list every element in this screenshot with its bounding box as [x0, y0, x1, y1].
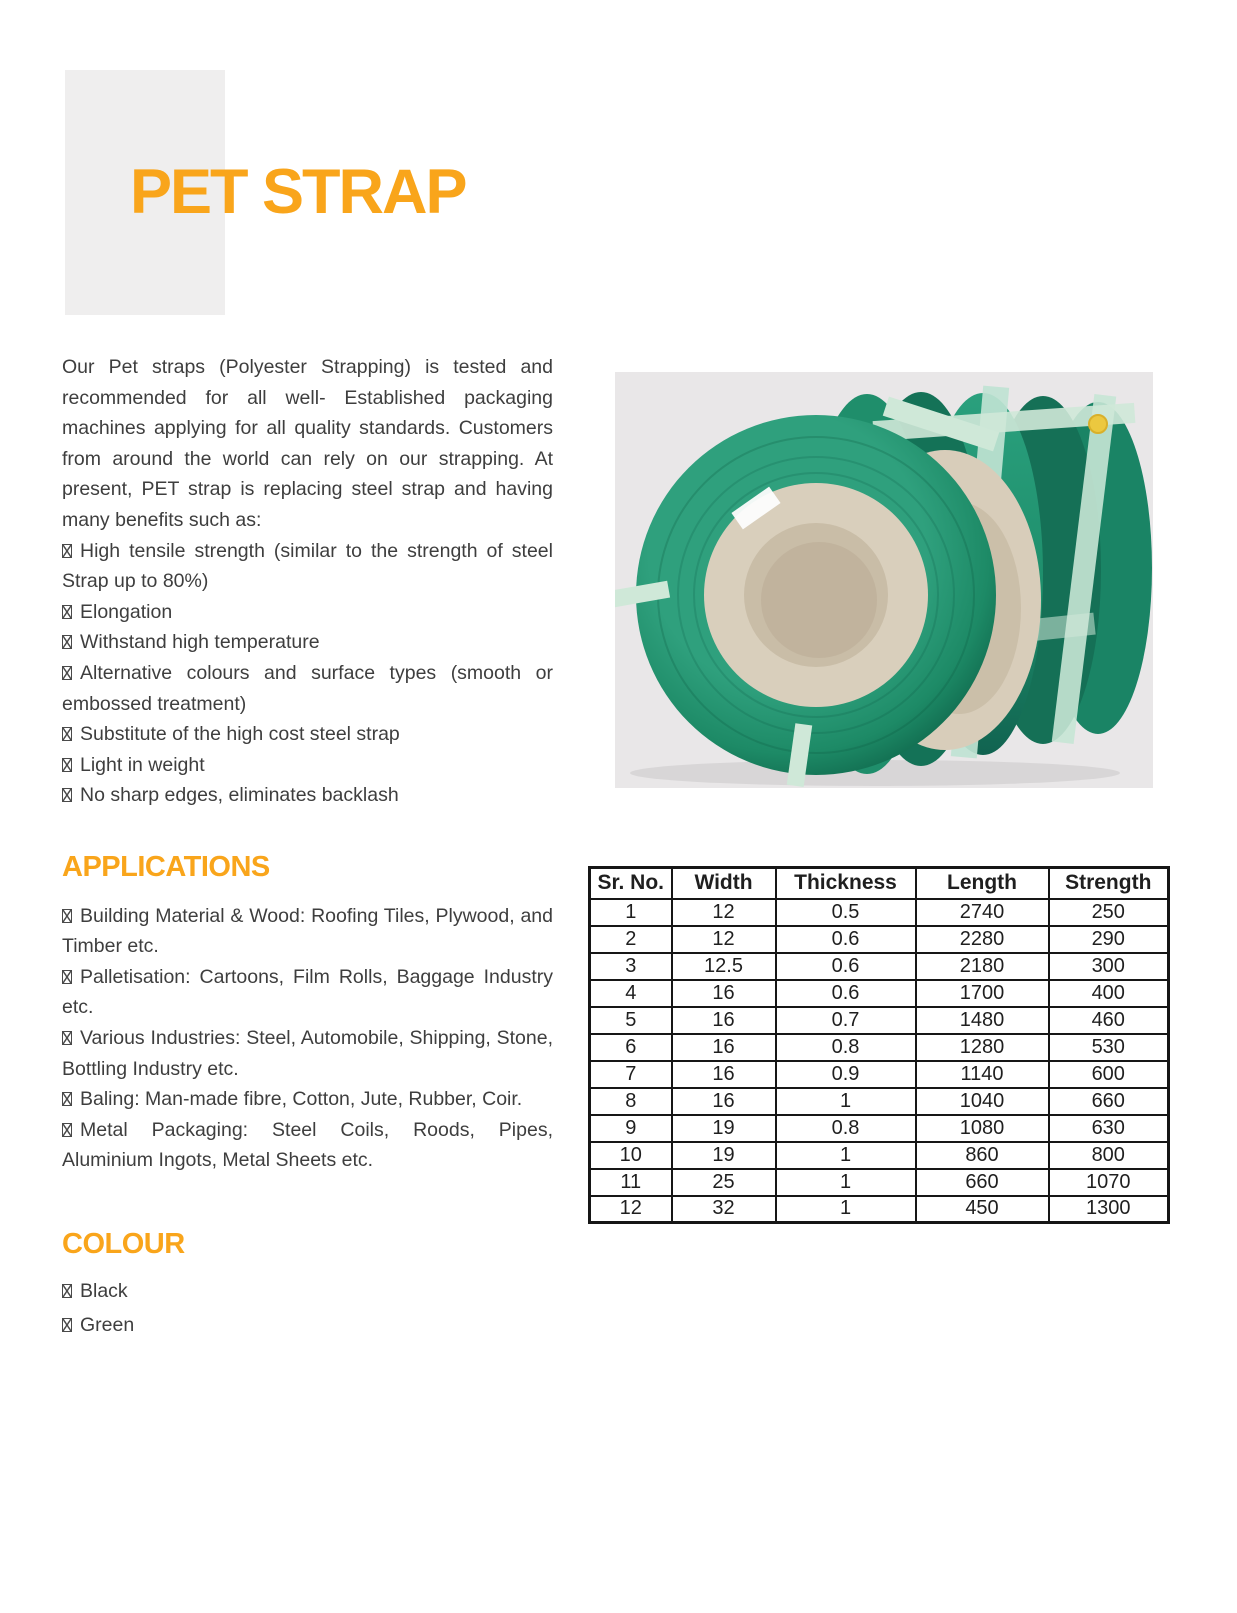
table-cell: 1280 [916, 1034, 1049, 1061]
table-cell: 1480 [916, 1007, 1049, 1034]
intro-paragraph: Our Pet straps (Polyester Strapping) is tested and recommended for all well- Established packaging machines applying for all quality standards. Customers from around the world can rely on our strapping. At present, PET strap is replacing steel strap and having many benefits such as: [62, 356, 553, 531]
table-row [590, 1142, 1169, 1169]
table-cell: 1 [590, 899, 672, 926]
table-cell: 32 [672, 1196, 776, 1223]
intro-section [62, 352, 553, 811]
list-item [62, 1275, 553, 1309]
table-cell: 0.6 [776, 980, 916, 1007]
column-header: Thickness [776, 868, 916, 899]
list-item-label: Substitute of the high cost steel strap [80, 723, 400, 746]
table-row [590, 953, 1169, 980]
table-row [590, 926, 1169, 953]
table-row [590, 1034, 1169, 1061]
list-item [62, 962, 553, 1023]
table-cell: 0.6 [776, 926, 916, 953]
list-item [62, 1084, 553, 1115]
table-row [590, 980, 1169, 1007]
table-cell: 2 [590, 926, 672, 953]
table-cell: 2280 [916, 926, 1049, 953]
list-item-label: Palletisation: Cartoons, Film Rolls, Baggage Industry etc. [62, 965, 553, 1019]
list-item-label: Various Industries: Steel, Automobile, Shipping, Stone, Bottling Industry etc. [62, 1026, 553, 1080]
column-header: Length [916, 868, 1049, 899]
table-cell: 12 [672, 899, 776, 926]
table-cell: 2180 [916, 953, 1049, 980]
column-header: Width [672, 868, 776, 899]
table-cell: 16 [672, 1061, 776, 1088]
list-item-label: Alternative colours and surface types (smooth or embossed treatment) [62, 661, 553, 715]
colour-heading: COLOUR [62, 1228, 185, 1260]
list-item-label: No sharp edges, eliminates backlash [80, 784, 399, 807]
spec-table-section [588, 866, 1167, 1224]
table-cell: 0.6 [776, 953, 916, 980]
list-item [62, 627, 553, 658]
checkbox-x-icon [62, 1092, 72, 1106]
table-cell: 530 [1049, 1034, 1169, 1061]
table-cell: 9 [590, 1115, 672, 1142]
table-cell: 16 [672, 1007, 776, 1034]
table-cell: 7 [590, 1061, 672, 1088]
checkbox-x-icon [62, 788, 72, 802]
product-photo [615, 372, 1153, 788]
table-cell: 1 [776, 1169, 916, 1196]
table-cell: 12 [672, 926, 776, 953]
table-cell: 19 [672, 1115, 776, 1142]
table-cell: 0.8 [776, 1115, 916, 1142]
table-cell: 860 [916, 1142, 1049, 1169]
table-cell: 300 [1049, 953, 1169, 980]
list-item-label: Metal Packaging: Steel Coils, Roods, Pipes, Aluminium Ingots, Metal Sheets etc. [62, 1118, 553, 1172]
table-cell: 16 [672, 1034, 776, 1061]
list-item [62, 658, 553, 719]
colour-section [62, 1228, 553, 1342]
table-cell: 1300 [1049, 1196, 1169, 1223]
table-cell: 0.9 [776, 1061, 916, 1088]
table-cell: 1 [776, 1088, 916, 1115]
checkbox-x-icon [62, 1031, 72, 1045]
pet-strap-coils-image [615, 372, 1153, 788]
table-cell: 11 [590, 1169, 672, 1196]
table-cell: 0.7 [776, 1007, 916, 1034]
table-row [590, 1196, 1169, 1223]
table-cell: 12 [590, 1196, 672, 1223]
table-row [590, 1088, 1169, 1115]
list-item-label: Baling: Man-made fibre, Cotton, Jute, Rubber, Coir. [80, 1088, 523, 1111]
list-item-label: Withstand high temperature [80, 631, 320, 654]
list-item [62, 719, 553, 750]
list-item-label: High tensile strength (similar to the strength of steel Strap up to 80%) [62, 539, 553, 593]
table-cell: 19 [672, 1142, 776, 1169]
column-header: Sr. No. [590, 868, 672, 899]
table-cell: 400 [1049, 980, 1169, 1007]
colour-list [62, 1275, 553, 1342]
table-cell: 1 [776, 1196, 916, 1223]
table-cell: 10 [590, 1142, 672, 1169]
list-item-label: Green [80, 1313, 135, 1336]
table-cell: 6 [590, 1034, 672, 1061]
spec-table-body [590, 899, 1169, 1223]
list-item [62, 780, 553, 811]
table-row [590, 1007, 1169, 1034]
checkbox-x-icon [62, 666, 72, 680]
table-cell: 1700 [916, 980, 1049, 1007]
table-header-row [590, 868, 1169, 899]
checkbox-x-icon [62, 909, 72, 923]
applications-section [62, 852, 553, 1176]
table-cell: 800 [1049, 1142, 1169, 1169]
list-item-label: Light in weight [80, 753, 205, 776]
table-cell: 1140 [916, 1061, 1049, 1088]
table-cell: 660 [1049, 1088, 1169, 1115]
table-cell: 460 [1049, 1007, 1169, 1034]
table-cell: 4 [590, 980, 672, 1007]
spec-table [588, 866, 1170, 1224]
list-item-label: Elongation [80, 600, 173, 623]
applications-list [62, 901, 553, 1176]
checkbox-x-icon [62, 727, 72, 741]
feature-list [62, 536, 553, 811]
list-item [62, 750, 553, 781]
list-item [62, 1309, 553, 1343]
table-cell: 1070 [1049, 1169, 1169, 1196]
checkbox-x-icon [62, 544, 72, 558]
applications-heading: APPLICATIONS [62, 851, 270, 883]
table-cell: 16 [672, 1088, 776, 1115]
table-cell: 630 [1049, 1115, 1169, 1142]
table-cell: 1040 [916, 1088, 1049, 1115]
table-cell: 0.8 [776, 1034, 916, 1061]
table-row [590, 899, 1169, 926]
page-title: PET STRAP [130, 157, 466, 227]
checkbox-x-icon [62, 1123, 72, 1137]
list-item [62, 597, 553, 628]
table-cell: 660 [916, 1169, 1049, 1196]
table-cell: 2740 [916, 899, 1049, 926]
checkbox-x-icon [62, 605, 72, 619]
list-item-label: Building Material & Wood: Roofing Tiles, Plywood, and Timber etc. [62, 904, 553, 958]
checkbox-x-icon [62, 758, 72, 772]
table-cell: 600 [1049, 1061, 1169, 1088]
checkbox-x-icon [62, 1318, 72, 1332]
list-item-label: Black [80, 1280, 128, 1302]
checkbox-x-icon [62, 970, 72, 984]
table-cell: 5 [590, 1007, 672, 1034]
table-cell: 290 [1049, 926, 1169, 953]
table-cell: 3 [590, 953, 672, 980]
checkbox-x-icon [62, 635, 72, 649]
table-cell: 16 [672, 980, 776, 1007]
list-item [62, 536, 553, 597]
table-row [590, 1169, 1169, 1196]
list-item [62, 1115, 553, 1176]
table-cell: 25 [672, 1169, 776, 1196]
table-cell: 450 [916, 1196, 1049, 1223]
checkbox-x-icon [62, 1284, 72, 1298]
table-row [590, 1115, 1169, 1142]
table-cell: 1 [776, 1142, 916, 1169]
table-cell: 8 [590, 1088, 672, 1115]
column-header: Strength [1049, 868, 1169, 899]
table-cell: 0.5 [776, 899, 916, 926]
list-item [62, 1023, 553, 1084]
table-row [590, 1061, 1169, 1088]
table-cell: 12.5 [672, 953, 776, 980]
table-cell: 250 [1049, 899, 1169, 926]
table-cell: 1080 [916, 1115, 1049, 1142]
list-item [62, 901, 553, 962]
